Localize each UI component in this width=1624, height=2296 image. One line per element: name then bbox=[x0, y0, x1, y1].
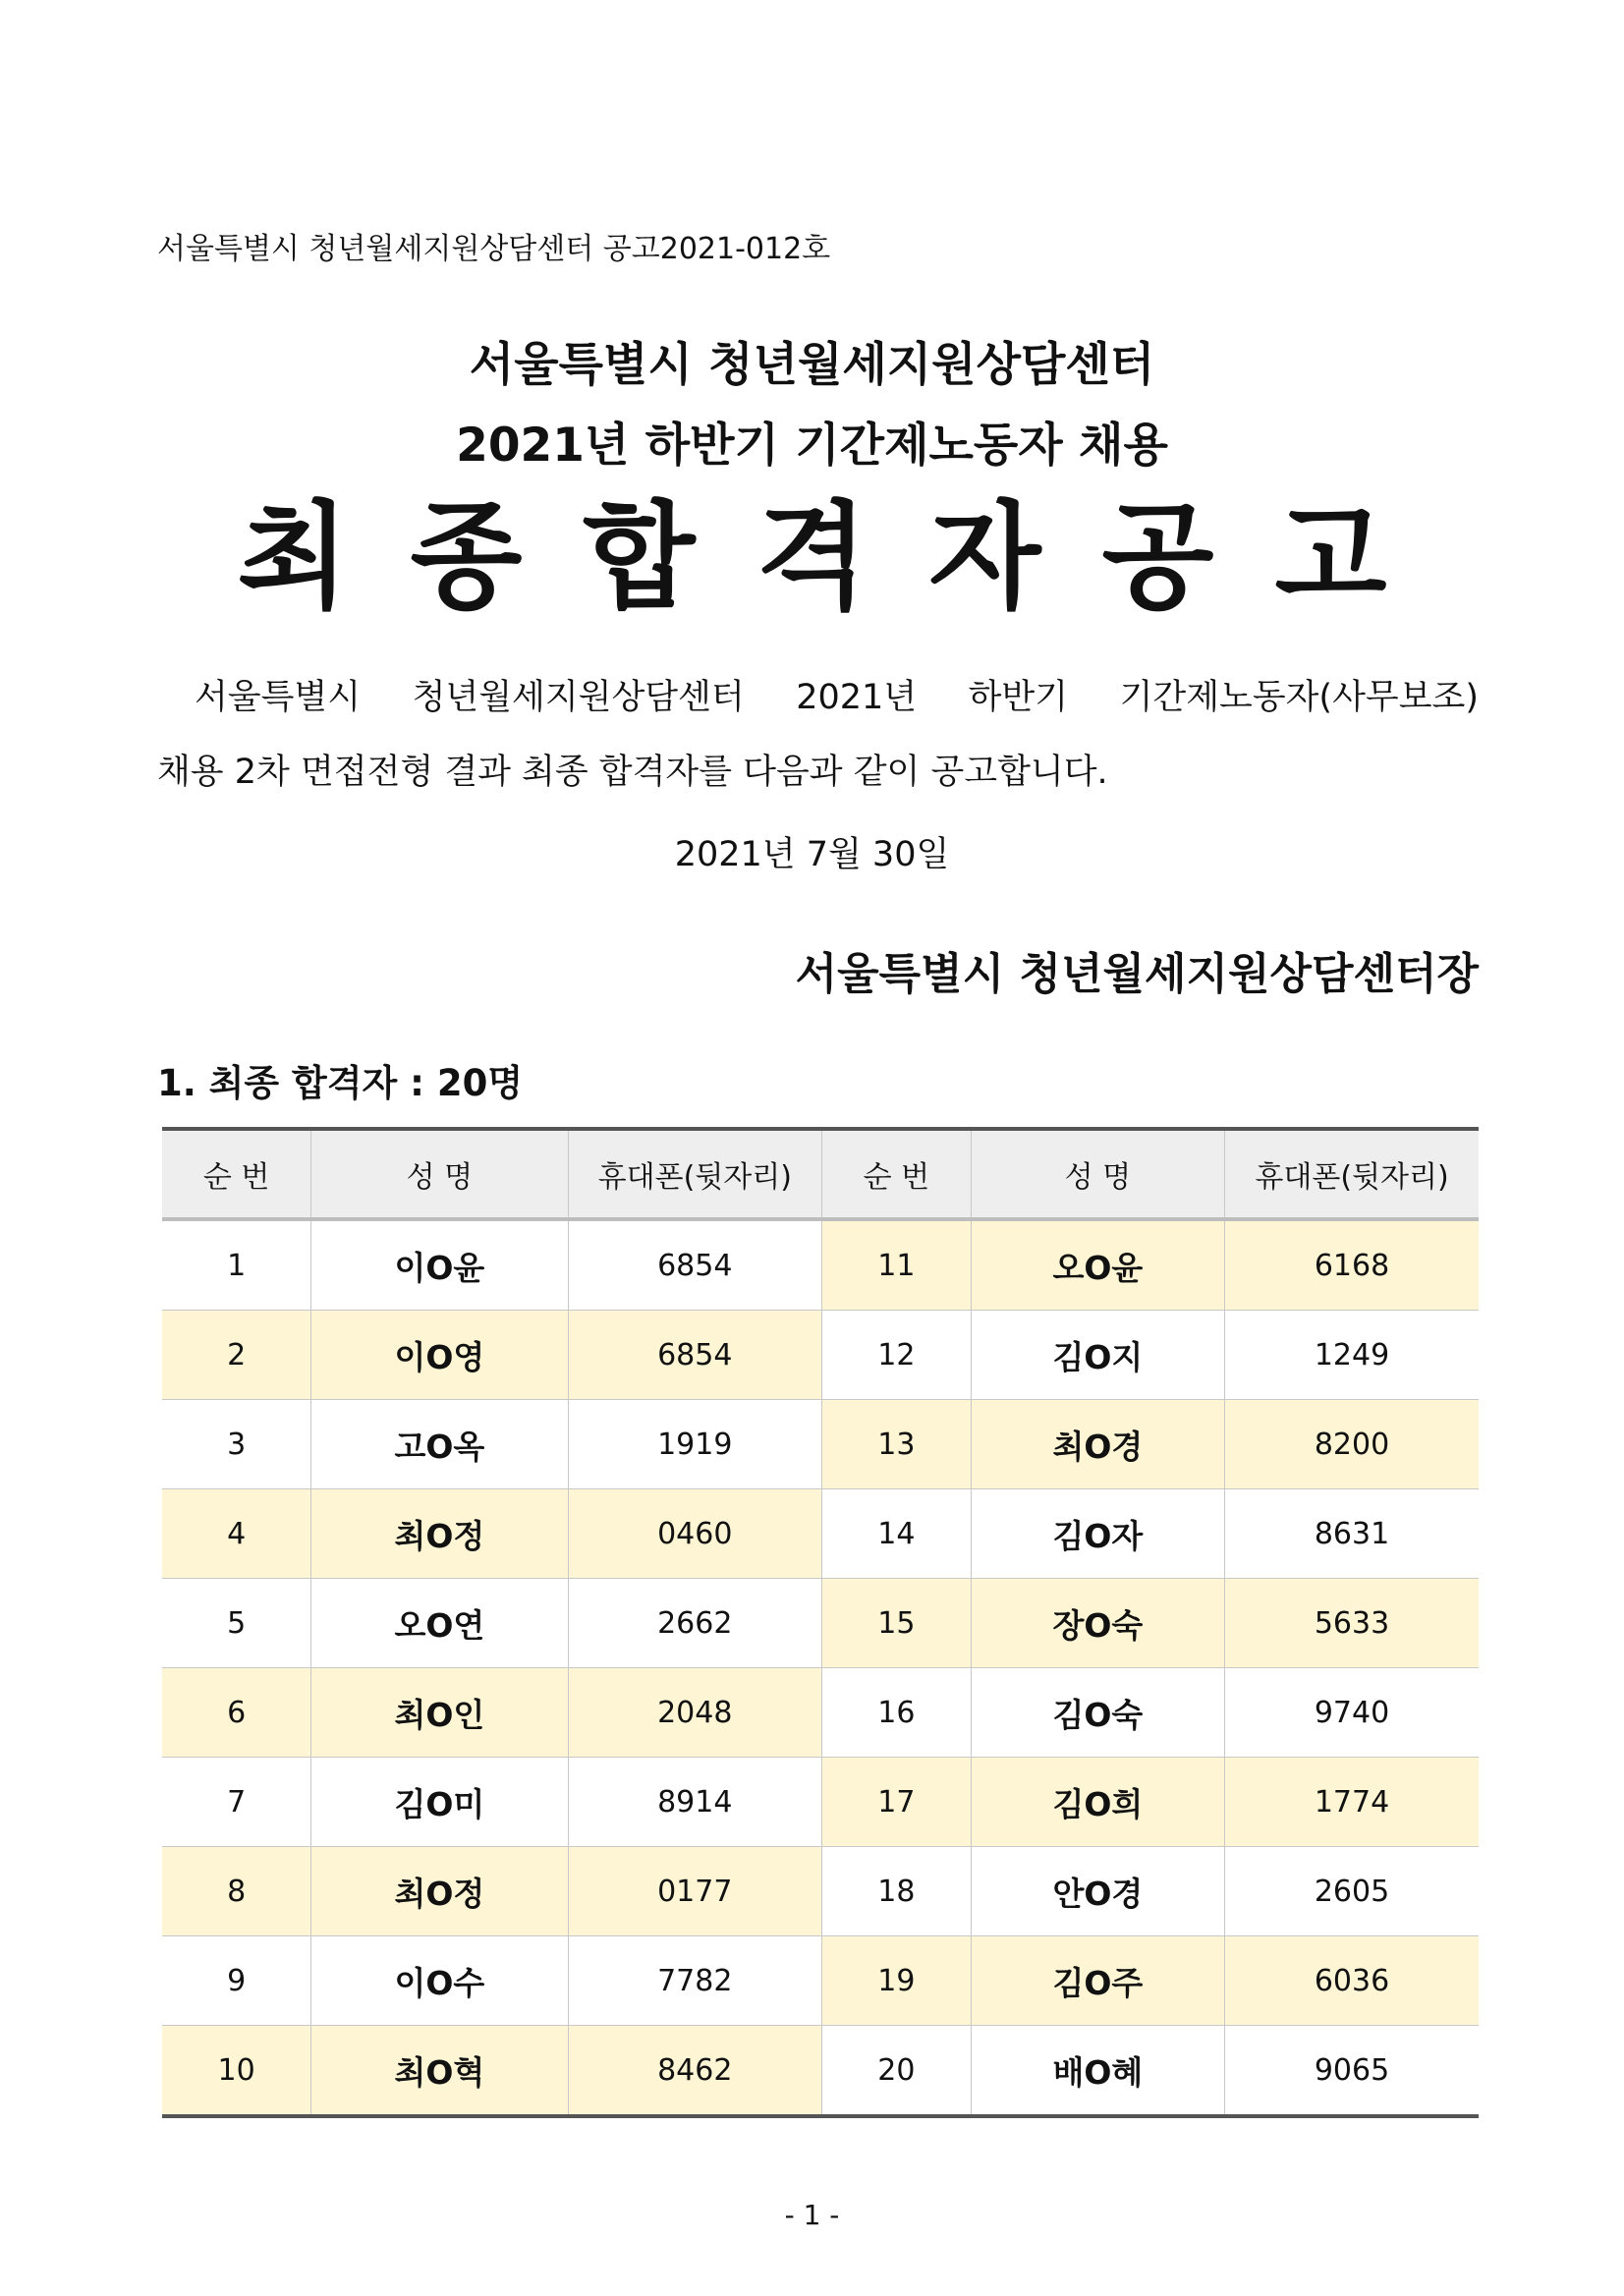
title-line-1: 서울특별시 청년월세지원상담센터 bbox=[469, 338, 1155, 392]
phone-cell: 2048 bbox=[568, 1668, 821, 1758]
body-paragraph bbox=[157, 660, 1479, 810]
phone-cell: 1774 bbox=[1225, 1758, 1479, 1847]
phone-cell: 8631 bbox=[1225, 1489, 1479, 1579]
table-row bbox=[162, 1847, 1479, 1936]
name-cell: 최O혁 bbox=[311, 2026, 568, 2117]
header-name-left: 성 명 bbox=[311, 1129, 568, 1219]
notice-date: 2021년 7월 30일 bbox=[674, 835, 950, 874]
seq-cell: 3 bbox=[162, 1400, 311, 1489]
phone-cell: 0177 bbox=[568, 1847, 821, 1936]
name-cell: 김O미 bbox=[311, 1758, 568, 1847]
name-cell: 이O윤 bbox=[311, 1219, 568, 1311]
name-cell: 오O연 bbox=[311, 1579, 568, 1668]
seq-cell: 5 bbox=[162, 1579, 311, 1668]
name-cell: 장O숙 bbox=[971, 1579, 1224, 1668]
table-row bbox=[162, 1489, 1479, 1579]
seq-cell: 10 bbox=[162, 2026, 311, 2117]
phone-cell: 6854 bbox=[568, 1311, 821, 1400]
result-table bbox=[162, 1127, 1479, 2118]
seq-cell: 19 bbox=[821, 1936, 971, 2026]
seq-cell: 1 bbox=[162, 1219, 311, 1311]
body-line-1: 서울특별시 청년월세지원상담센터 2021년 하반기 기간제노동자(사무보조) bbox=[195, 678, 1479, 717]
seq-cell: 4 bbox=[162, 1489, 311, 1579]
name-cell: 김O희 bbox=[971, 1758, 1224, 1847]
phone-cell: 8914 bbox=[568, 1758, 821, 1847]
name-cell: 김O자 bbox=[971, 1489, 1224, 1579]
phone-cell: 6854 bbox=[568, 1219, 821, 1311]
header-phone-right: 휴대폰(뒷자리) bbox=[1225, 1129, 1479, 1219]
seq-cell: 14 bbox=[821, 1489, 971, 1579]
name-cell: 최O정 bbox=[311, 1489, 568, 1579]
seq-cell: 20 bbox=[821, 2026, 971, 2117]
table-row bbox=[162, 1219, 1479, 1311]
seq-cell: 8 bbox=[162, 1847, 311, 1936]
name-cell: 김O지 bbox=[971, 1311, 1224, 1400]
table-row bbox=[162, 1311, 1479, 1400]
name-cell: 오O윤 bbox=[971, 1219, 1224, 1311]
seq-cell: 11 bbox=[821, 1219, 971, 1311]
phone-cell: 6036 bbox=[1225, 1936, 1479, 2026]
seq-cell: 17 bbox=[821, 1758, 971, 1847]
header-name-right: 성 명 bbox=[971, 1129, 1224, 1219]
phone-cell: 0460 bbox=[568, 1489, 821, 1579]
table-row bbox=[162, 1668, 1479, 1758]
phone-cell: 5633 bbox=[1225, 1579, 1479, 1668]
page-title: 최종합격자공고 bbox=[237, 489, 1448, 625]
name-cell: 고O옥 bbox=[311, 1400, 568, 1489]
title-line-2: 2021년 하반기 기간제노동자 채용 bbox=[456, 419, 1168, 473]
name-cell: 이O수 bbox=[311, 1936, 568, 2026]
name-cell: 최O인 bbox=[311, 1668, 568, 1758]
name-cell: 김O주 bbox=[971, 1936, 1224, 2026]
notice-number: 서울특별시 청년월세지원상담센터 공고2021-012호 bbox=[157, 232, 831, 266]
phone-cell: 7782 bbox=[568, 1936, 821, 2026]
phone-cell: 8462 bbox=[568, 2026, 821, 2117]
phone-cell: 1249 bbox=[1225, 1311, 1479, 1400]
name-cell: 최O정 bbox=[311, 1847, 568, 1936]
seq-cell: 6 bbox=[162, 1668, 311, 1758]
seq-cell: 9 bbox=[162, 1936, 311, 2026]
seq-cell: 2 bbox=[162, 1311, 311, 1400]
phone-cell: 1919 bbox=[568, 1400, 821, 1489]
body-line-2: 채용 2차 면접전형 결과 최종 합격자를 다음과 같이 공고합니다. bbox=[157, 753, 1108, 792]
seq-cell: 16 bbox=[821, 1668, 971, 1758]
phone-cell: 2605 bbox=[1225, 1847, 1479, 1936]
header-phone-left: 휴대폰(뒷자리) bbox=[568, 1129, 821, 1219]
seq-cell: 7 bbox=[162, 1758, 311, 1847]
table-header-row bbox=[162, 1129, 1479, 1219]
table-row bbox=[162, 2026, 1479, 2117]
issuer-signature: 서울특별시 청년월세지원상담센터장 bbox=[795, 949, 1479, 999]
table-row bbox=[162, 1579, 1479, 1668]
seq-cell: 15 bbox=[821, 1579, 971, 1668]
phone-cell: 9065 bbox=[1225, 2026, 1479, 2117]
name-cell: 김O숙 bbox=[971, 1668, 1224, 1758]
phone-cell: 8200 bbox=[1225, 1400, 1479, 1489]
name-cell: 최O경 bbox=[971, 1400, 1224, 1489]
table-row bbox=[162, 1758, 1479, 1847]
phone-cell: 2662 bbox=[568, 1579, 821, 1668]
table-row bbox=[162, 1400, 1479, 1489]
seq-cell: 12 bbox=[821, 1311, 971, 1400]
header-seq-right: 순 번 bbox=[821, 1129, 971, 1219]
table-row bbox=[162, 1936, 1479, 2026]
section-heading: 1. 최종 합격자 : 20명 bbox=[157, 1062, 524, 1104]
page-number: - 1 - bbox=[784, 2199, 840, 2231]
name-cell: 안O경 bbox=[971, 1847, 1224, 1936]
seq-cell: 13 bbox=[821, 1400, 971, 1489]
seq-cell: 18 bbox=[821, 1847, 971, 1936]
name-cell: 배O혜 bbox=[971, 2026, 1224, 2117]
name-cell: 이O영 bbox=[311, 1311, 568, 1400]
header-seq-left: 순 번 bbox=[162, 1129, 311, 1219]
phone-cell: 6168 bbox=[1225, 1219, 1479, 1311]
phone-cell: 9740 bbox=[1225, 1668, 1479, 1758]
